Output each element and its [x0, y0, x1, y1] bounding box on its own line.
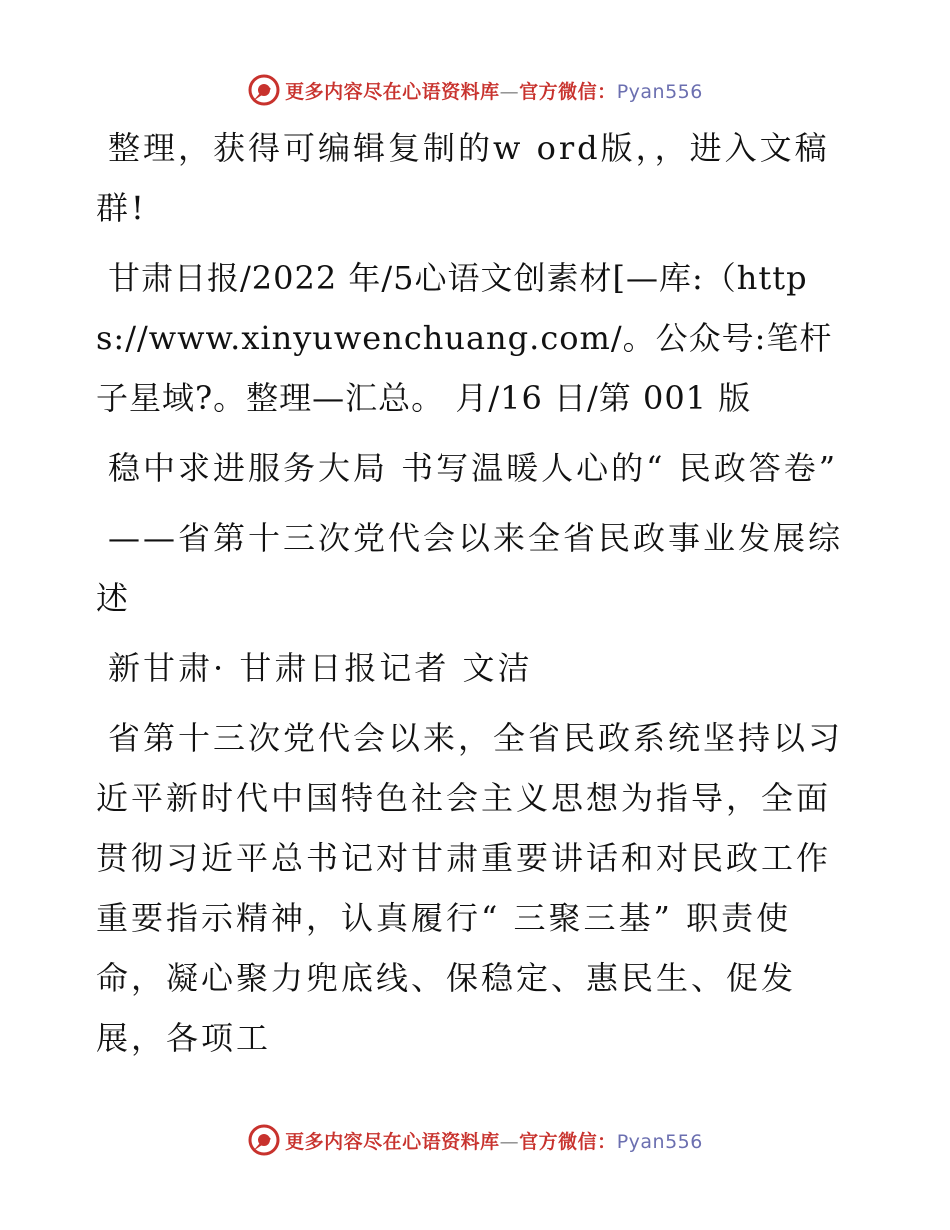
footer-separator: —	[499, 1130, 520, 1153]
paragraph-intro: 整理，获得可编辑复制的w ord版，，进入文稿群!	[96, 129, 830, 227]
header-brand-text: 更多内容尽在心语资料库	[285, 80, 500, 103]
article-body-paragraph: 省第十三次党代会以来，全省民政系统坚持以习近平新时代中国特色社会主义思想为指导，全面贯彻习近平总书记对甘肃重要讲话和对民政工作重要指示精神，认真履行“ 三聚三基” 职责使命，凝心聚力兜底线、保稳定、惠民生、促发展，各项工	[96, 719, 844, 1057]
brand-logo-icon	[247, 1123, 281, 1157]
header-separator: —	[499, 80, 520, 103]
header-banner-text	[285, 77, 703, 104]
paragraph-source: 甘肃日报/2022 年/5心语文创素材[—库:（https://www.xinyuwenchuang.com/。公众号:笔杆子星域?。整理—汇总。 月/16 日/第 001 版	[96, 259, 833, 417]
brand-logo-icon	[247, 73, 281, 107]
header-banner	[0, 70, 950, 110]
document-body	[96, 118, 856, 1078]
header-account: Pyan556	[616, 80, 703, 103]
footer-banner-text	[285, 1127, 703, 1154]
footer-banner	[0, 1120, 950, 1160]
article-byline: 新甘肃· 甘肃日报记者 文洁	[108, 649, 533, 687]
footer-account: Pyan556	[616, 1130, 703, 1153]
header-label: 官方微信：	[519, 80, 617, 103]
article-title: 稳中求进服务大局 书写温暖人心的“ 民政答卷”	[108, 449, 839, 487]
footer-brand-text: 更多内容尽在心语资料库	[285, 1130, 500, 1153]
article-subtitle: ——省第十三次党代会以来全省民政事业发展综述	[96, 519, 844, 617]
footer-label: 官方微信：	[519, 1130, 617, 1153]
